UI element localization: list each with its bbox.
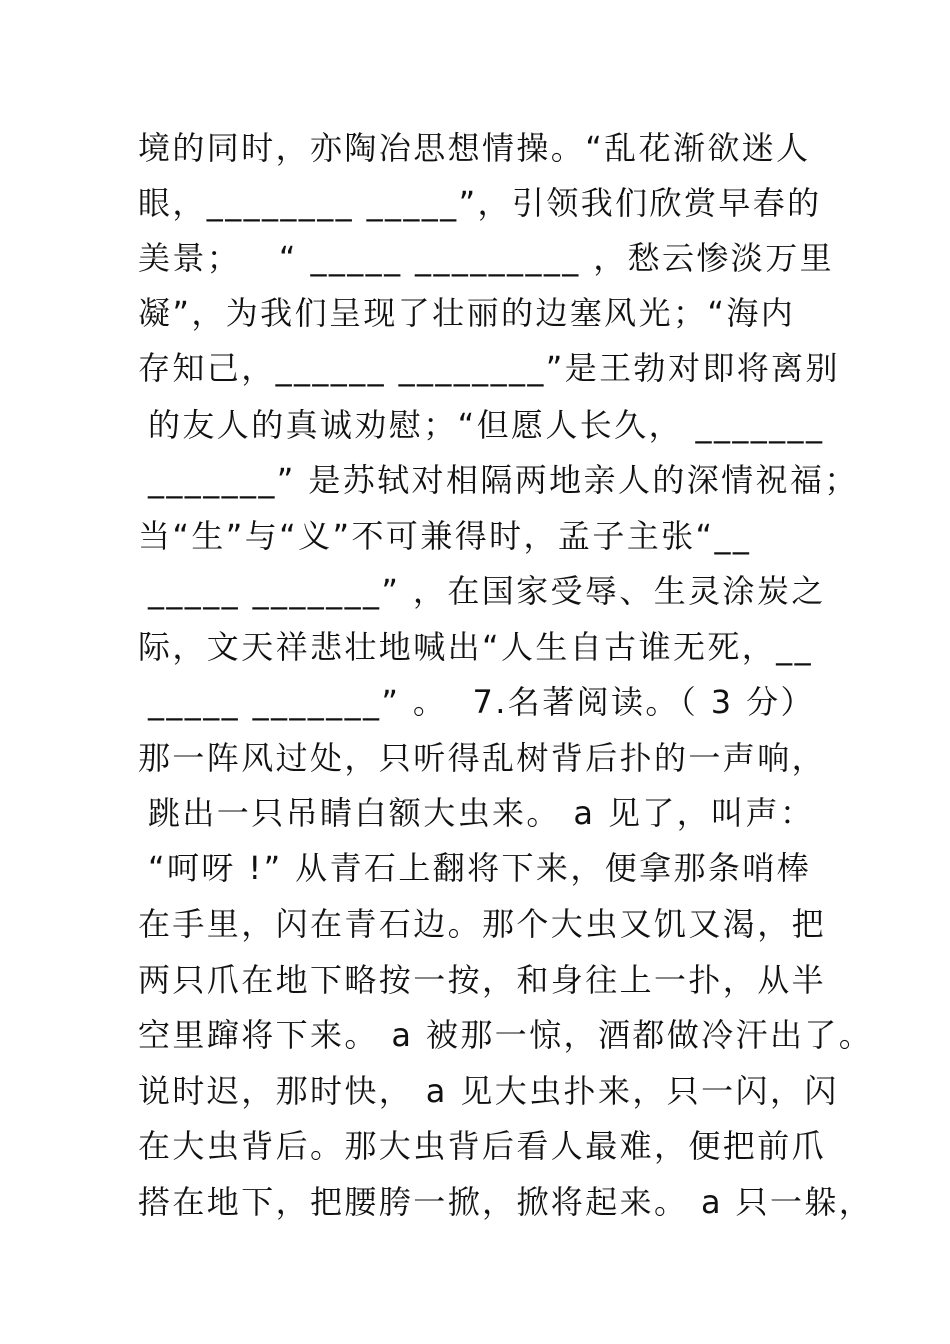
text-line: 在手里，闪在青石边。那个大虫又饥又渴，把 xyxy=(138,905,827,943)
text-line: 跳出一只吊睛白额大虫来。 a 见了，叫声： xyxy=(148,794,815,832)
text-line: 那一阵风过处，只听得乱树背后扑的一声响， xyxy=(138,739,827,777)
text-line: _______” 是苏轼对相隔两地亲人的深情祝福； xyxy=(148,461,859,499)
text-line: 凝”，为我们呈现了壮丽的边塞风光；“海内 xyxy=(138,294,796,332)
text-line: 空里蹿将下来。 a 被那一惊，酒都做冷汗出了。 xyxy=(138,1016,874,1054)
text-line: 说时迟，那时快， a 见大虫扑来，只一闪，闪 xyxy=(138,1072,839,1110)
text-line: 两只爪在地下略按一按，和身往上一扑，从半 xyxy=(138,961,827,999)
text-line: _____ _______” 。 7.名著阅读。（ 3 分） xyxy=(148,683,815,721)
text-line: 存知己，______ ________”是王勃对即将离别 xyxy=(138,349,840,387)
text-line: 眼，________ _____”，引领我们欣赏早春的 xyxy=(138,184,822,222)
text-line: 美景； “ _____ _________ ，愁云惨淡万里 xyxy=(138,239,835,277)
text-line: 的友人的真诚劝慰；“但愿人长久， _______ xyxy=(148,406,825,444)
text-line: 搭在地下，把腰胯一掀，掀将起来。 a 只一躲， xyxy=(138,1183,874,1221)
text-line: 当“生”与“义”不可兼得时，孟子主张“__ xyxy=(138,517,752,555)
text-line: 在大虫背后。那大虫背后看人最难，便把前爪 xyxy=(138,1127,827,1165)
text-line: _____ _______” ，在国家受辱、生灵涂炭之 xyxy=(148,572,826,610)
text-line: 际，文天祥悲壮地喊出“人生自古谁无死，__ xyxy=(138,628,813,666)
text-line: “呵呀 !” 从青石上翻将下来，便拿那条哨棒 xyxy=(148,849,812,887)
text-line: 境的同时，亦陶冶思想情操。“乱花渐欲迷人 xyxy=(138,129,811,167)
